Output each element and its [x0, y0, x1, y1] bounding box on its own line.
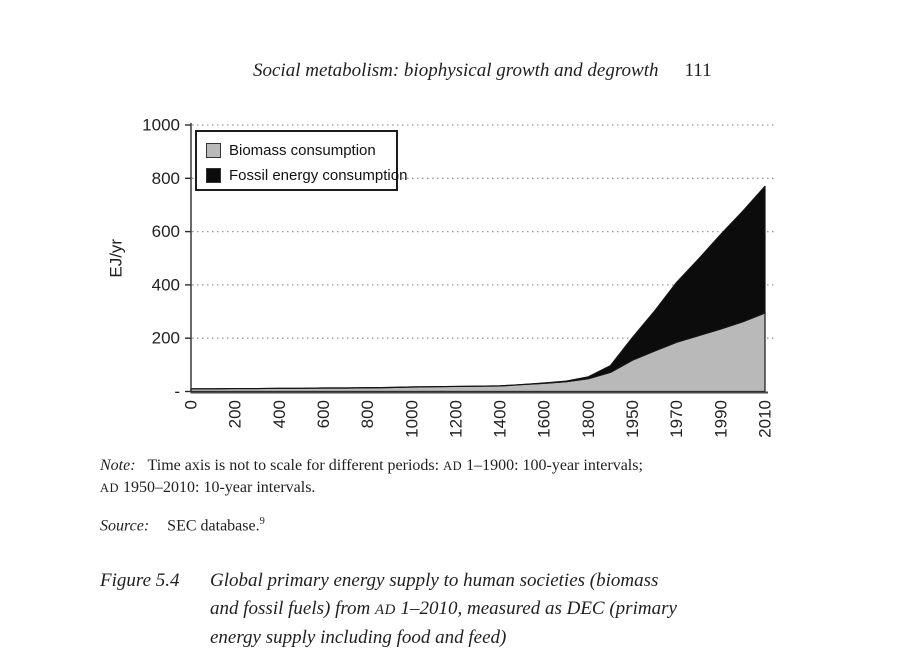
note-line-1: [100, 455, 780, 477]
x-tick-label-800: 800: [358, 400, 378, 429]
x-tick-label-1000: 1000: [402, 400, 422, 438]
fossil-swatch: [206, 168, 221, 183]
page-number: 111: [684, 60, 712, 81]
source-footnote-ref: 9: [259, 516, 265, 527]
y-tick-label-200: 200: [151, 328, 180, 348]
caption-line-3: energy supply including food and feed): [210, 627, 507, 648]
legend-item-biomass: [206, 138, 396, 163]
x-tick-label-600: 600: [313, 400, 333, 429]
caption-line-2a: and fossil fuels) from: [210, 598, 376, 619]
y-tick-label-0: -: [174, 382, 180, 401]
y-tick-label-1000: 1000: [142, 115, 180, 135]
x-tick-label-1600: 1600: [534, 400, 554, 438]
y-tick-label-600: 600: [151, 222, 180, 242]
x-tick-label-1950: 1950: [623, 400, 643, 438]
figure-caption-label: Figure 5.4: [100, 570, 180, 591]
y-tick-label-800: 800: [151, 168, 180, 188]
caption-line-2: [210, 595, 755, 624]
note-line-2: [100, 477, 780, 499]
caption-ad: AD: [375, 602, 396, 618]
figure-source: [100, 516, 265, 535]
figure-caption-text: [210, 567, 755, 652]
x-tick-label-400: 400: [269, 400, 289, 429]
x-tick-label-1990: 1990: [711, 400, 731, 438]
chart-legend: [195, 130, 408, 191]
note-ad-1: AD: [443, 459, 463, 473]
x-tick-label-1400: 1400: [490, 399, 510, 438]
caption-line-1: Global primary energy supply to human societies (biomass: [210, 570, 659, 591]
x-tick-label-1200: 1200: [446, 400, 466, 438]
x-tick-label-1970: 1970: [667, 400, 687, 438]
source-label: Source:: [100, 517, 150, 535]
legend-label-fossil: Fossil energy consumption: [229, 167, 408, 184]
x-tick-label-0: 0: [181, 400, 201, 410]
legend-label-biomass: Biomass consumption: [229, 142, 376, 159]
caption-line-2b: 1–2010, measured as DEC (primary: [395, 598, 677, 619]
chapter-title: Social metabolism: biophysical growth and degrowth: [253, 60, 659, 81]
x-tick-label-1800: 1800: [578, 400, 598, 438]
note-ad-2: AD: [100, 481, 120, 495]
figure-note: [100, 455, 780, 499]
x-tick-label-2010: 2010: [755, 400, 775, 438]
legend-item-fossil: [206, 163, 408, 188]
y-tick-label-400: 400: [151, 275, 180, 295]
figure-caption: [100, 567, 755, 652]
note-text-2: 1–1900: 100-year intervals;: [462, 457, 643, 474]
y-axis-title: EJ/yr: [106, 238, 126, 278]
note-text-3: 1950–2010: 10-year intervals.: [119, 479, 316, 496]
biomass-swatch: [206, 143, 221, 158]
note-label: Note:: [100, 457, 136, 474]
x-tick-label-200: 200: [225, 400, 245, 429]
source-text: SEC database.: [167, 517, 260, 535]
note-text-1: Time axis is not to scale for different periods:: [147, 457, 444, 474]
